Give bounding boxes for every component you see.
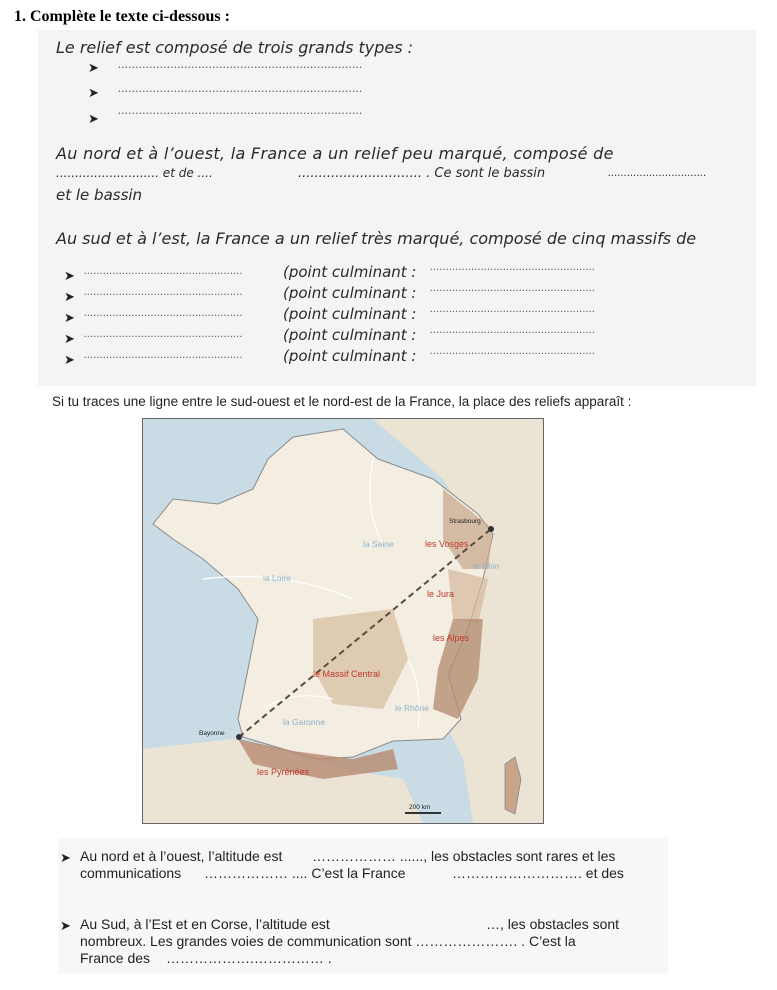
answer-blank[interactable]: …, les obstacles sont bbox=[486, 916, 620, 932]
bayonne-dot bbox=[236, 734, 242, 740]
arrow-icon: ➤ bbox=[64, 289, 75, 304]
answer-blank[interactable]: .................................................. bbox=[84, 308, 243, 319]
answer-blank[interactable]: ........................... et de .... bbox=[56, 166, 213, 180]
answer-blank[interactable]: ...................................................................... bbox=[118, 104, 363, 117]
answer-blank[interactable]: .................................................... bbox=[430, 346, 596, 357]
map-intro-text: Si tu traces une ligne entre le sud-ouest et le nord-est de la France, la place des reliefs apparaît : bbox=[52, 394, 632, 409]
answer-blank[interactable]: .................................................... bbox=[430, 304, 596, 315]
label-jura: le Jura bbox=[427, 589, 455, 599]
relief-map bbox=[142, 418, 544, 824]
bottom-bullet1-text: communications bbox=[80, 865, 182, 881]
arrow-icon: ➤ bbox=[60, 850, 71, 865]
answer-blank[interactable]: ……………….…………… . bbox=[166, 950, 332, 966]
answer-blank[interactable]: ……………… .... C’est la France bbox=[204, 865, 406, 881]
answer-blank[interactable]: .................................................. bbox=[84, 350, 243, 361]
label-garonne: la Garonne bbox=[283, 717, 326, 727]
point-culminant-label: (point culminant : bbox=[283, 347, 417, 365]
label-rhone: le Rhône bbox=[395, 703, 430, 713]
bottom-bullet2-text: Au Sud, à l’Est et en Corse, l’altitude est bbox=[80, 916, 330, 932]
bottom-bullet2-text: France des bbox=[80, 950, 151, 966]
bottom-bullet1-text: Au nord et à l’ouest, l’altitude est bbox=[80, 848, 283, 864]
bottom-bullet2-text: nombreux. Les grandes voies de communication sont …………………. . C’est la bbox=[80, 933, 576, 949]
paragraph-north-west: Au nord et à l’ouest, la France a un relief peu marqué, composé de bbox=[56, 144, 614, 163]
answer-blank[interactable]: ............................... bbox=[608, 168, 707, 179]
label-vosges: les Vosges bbox=[425, 539, 469, 549]
label-rhin: le Rhin bbox=[473, 561, 500, 571]
point-culminant-label: (point culminant : bbox=[283, 326, 417, 344]
answer-blank[interactable]: .................................................. bbox=[84, 266, 243, 277]
answer-blank[interactable]: .................................................. bbox=[84, 329, 243, 340]
answer-blank[interactable]: .................................................... bbox=[430, 262, 596, 273]
arrow-icon: ➤ bbox=[64, 310, 75, 325]
arrow-icon: ➤ bbox=[64, 352, 75, 367]
paragraph-continuation: et le bassin bbox=[56, 186, 143, 204]
point-culminant-label: (point culminant : bbox=[283, 305, 417, 323]
arrow-icon: ➤ bbox=[64, 331, 75, 346]
france-relief-svg bbox=[143, 419, 543, 823]
arrow-icon: ➤ bbox=[88, 60, 99, 75]
label-pyrenees: les Pyrénées bbox=[257, 767, 310, 777]
arrow-icon: ➤ bbox=[88, 85, 99, 100]
label-strasbourg: Strasbourg bbox=[449, 518, 481, 525]
label-alpes: les Alpes bbox=[433, 633, 470, 643]
label-massif-central: le Massif Central bbox=[313, 669, 381, 679]
label-loire: la Loire bbox=[263, 573, 291, 583]
answer-blank[interactable]: .................................................... bbox=[430, 325, 596, 336]
exercise-title: 1. Complète le texte ci-dessous : bbox=[14, 8, 230, 25]
arrow-icon: ➤ bbox=[88, 111, 99, 126]
answer-blank[interactable]: .............................. . Ce sont le bassin bbox=[298, 166, 546, 181]
answer-blank[interactable]: ………………………. et des bbox=[452, 865, 624, 881]
paragraph-south-east: Au sud et à l’est, la France a un relief très marqué, composé de cinq massifs de bbox=[56, 229, 697, 248]
answer-blank[interactable]: .................................................... bbox=[430, 283, 596, 294]
label-bayonne: Bayonne bbox=[199, 730, 225, 737]
arrow-icon: ➤ bbox=[64, 268, 75, 283]
point-culminant-label: (point culminant : bbox=[283, 263, 417, 281]
intro-sentence: Le relief est composé de trois grands types : bbox=[56, 38, 414, 57]
answer-blank[interactable]: ...................................................................... bbox=[118, 58, 363, 71]
answer-blank[interactable]: ...................................................................... bbox=[118, 82, 363, 95]
strasbourg-dot bbox=[488, 526, 494, 532]
scale-label: 200 km bbox=[409, 804, 431, 811]
answer-blank[interactable]: .................................................. bbox=[84, 287, 243, 298]
answer-blank[interactable]: ……………… ......, les obstacles sont rares et les bbox=[312, 848, 616, 864]
arrow-icon: ➤ bbox=[60, 918, 71, 933]
point-culminant-label: (point culminant : bbox=[283, 284, 417, 302]
label-seine: la Seine bbox=[363, 539, 394, 549]
